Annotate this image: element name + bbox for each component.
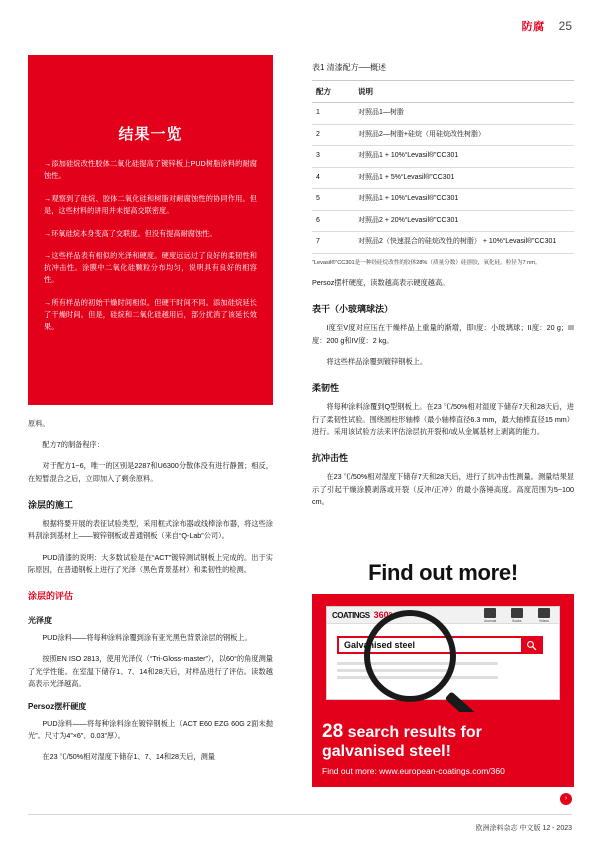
- nav-item-journals[interactable]: [480, 608, 500, 623]
- paragraph-materials: 原料。: [28, 419, 50, 428]
- cell-formula-number: 1: [312, 103, 354, 125]
- table-header-formula: 配方: [312, 81, 354, 103]
- left-text-column: [28, 418, 273, 772]
- grid-icon: [511, 608, 523, 618]
- heading-dry-time: 表干（小玻璃球法）: [312, 304, 394, 315]
- coatings-logo: COATINGS: [332, 610, 370, 620]
- page-header: [522, 18, 572, 34]
- browser-nav[interactable]: [480, 608, 554, 623]
- search-button[interactable]: [521, 638, 541, 652]
- paragraph-dry-2: 将这些样品涂覆到镀锌钢板上。: [326, 356, 428, 366]
- next-page-arrow-icon[interactable]: ›: [560, 793, 572, 805]
- paragraph-persoz-1: PUD涂料——将每种涂料涂在镀锌钢板上（ACT E60 EZG 60G 2面未抛光”。尺寸为4”×6”、0.03”厚）。: [28, 718, 273, 740]
- cell-formula-description: 对照品1 + 10%“Levasil®”CC301: [354, 146, 574, 168]
- promo-title: Find out more!: [368, 560, 518, 585]
- table-row: [312, 146, 574, 168]
- cell-formula-description: 对照品2（快速混合的硅烷改性的树脂） + 10%“Levasil®”CC301: [354, 232, 574, 254]
- results-bullet: →环氧硅烷本身变高了交联度。但没有提高耐腐蚀性。: [44, 228, 217, 238]
- paragraph-dry-1: I度至V度对应压在干燥样品上重量的渐增，即I度：小玻璃球；II度：20 g；III度：200 g和IV度：2 kg。: [312, 323, 574, 345]
- right-body-text: [312, 277, 574, 508]
- paragraph-persoz-2: 在23 ℃/50%相对湿度下储存1、7、14和28天后，测量: [42, 752, 215, 762]
- header-section-title: 防腐: [521, 21, 545, 33]
- paragraph-gloss-1: PUD涂料——将每种涂料涂覆到涂有亚光黑色背景涂层的钢板上。: [42, 633, 252, 643]
- heading-coating-application: 涂层的施工: [28, 499, 74, 510]
- heading-impact-resistance: 抗冲击性: [312, 453, 349, 464]
- paragraph-formula-difference: 对于配方1~6，唯一的区别是2287和U6300分散体没有进行静置；相反，在短暂混合之后，立即加入了剩余原料。: [28, 461, 273, 483]
- heading-flexibility: 柔韧性: [312, 383, 340, 394]
- heading-coating-evaluation: 涂层的评估: [28, 591, 74, 602]
- degrees-360-label: 360°: [373, 610, 393, 620]
- promo-result-text: search results for galvanised steel!: [322, 724, 482, 760]
- paragraph-application-2: PUD清漆的说明：大多数试验是在“ACT”镀锌测试钢板上完成的。出于实际原因，在普通钢板上进行了光泽（黑色背景基材）和柔韧性的检测。: [28, 552, 273, 574]
- paragraph-flexibility: 将每种涂料涂覆到Q型钢板上。在23 ℃/50%相对湿度下储存7天和28天后，进行了柔韧性试验。围绕圆柱形轴棒（最小轴棒直径6.3 mm，最大轴棒直径15 mm）进行。采用该试验方法来评估涂层抗开裂和/或从金属基材上剥离的能力。: [312, 402, 574, 436]
- cell-formula-number: 5: [312, 189, 354, 211]
- table-row: [312, 232, 574, 254]
- heading-gloss: 光泽度: [28, 616, 52, 626]
- promo-visual: [312, 594, 574, 712]
- cell-formula-number: 4: [312, 167, 354, 189]
- right-text-column: [312, 62, 574, 517]
- search-input[interactable]: Galvanised steel: [344, 640, 416, 650]
- results-bullet: →观察到了硅烷、胶体二氧化硅和树脂对耐腐蚀性的协同作用。但是，这些材料的讲用并未提高交联密度。: [44, 193, 257, 215]
- table-row: [312, 124, 574, 146]
- cell-formula-description: 对照品1—树脂: [354, 103, 574, 125]
- promo-result-count: [322, 721, 564, 761]
- browser-toolbar: [327, 607, 559, 624]
- cell-formula-number: 3: [312, 146, 354, 168]
- nav-item-videos[interactable]: [534, 608, 554, 623]
- page-number: 25: [558, 19, 572, 33]
- results-summary-box: [28, 55, 273, 405]
- paragraph-impact-resistance: 在23 ℃/50%相对湿度下储存7天和28天后，进行了抗冲击性测量。测量结果显示了引起干燥涂膜剥落或开裂（反冲/正冲）的最小落锤高度。高度范围为5~100 cm。: [312, 472, 574, 506]
- table-row: [312, 189, 574, 211]
- table-header-row: [312, 81, 574, 103]
- table-row: [312, 167, 574, 189]
- cell-formula-number: 7: [312, 232, 354, 254]
- search-icon: [526, 640, 537, 651]
- cell-formula-description: 对照品1 + 10%“Levasil®”CC301: [354, 189, 574, 211]
- promo-find-out-more-link[interactable]: Find out more: www.european-coatings.com/360: [322, 766, 505, 777]
- list-icon: [484, 608, 496, 618]
- table-footnote: “Levasil®”CC301是一种经硅烷改性的胶体28%（质量分数）硅溶胶，氧化硅，粒径为7 nm。: [312, 259, 541, 266]
- results-summary-title: 结果一览: [118, 126, 183, 143]
- paragraph-application-1: 根据将要开展的表征试验类型，采用框式涂布器或线棒涂布器，将这些涂料刮涂到基材上——镀锌钢板或普通钢板（来自“Q-Lab”公司）。: [28, 519, 273, 541]
- nav-item-books[interactable]: [507, 608, 527, 623]
- table-caption: 表1 清漆配方──概述: [312, 63, 387, 72]
- magnifier-icon: [364, 610, 456, 702]
- cell-formula-description: 对照品2—树脂+硅烷（用硅烷改性树脂）: [354, 124, 574, 146]
- paragraph-gloss-2: 按照EN ISO 2813，使用光泽仪（“Tri-Gloss-master”），以60°的角度测量了光学性能。在室温下储存1、7、14和28天后，对样品进行了评估。读数越高表示光泽越高。: [28, 654, 273, 688]
- results-bullet: →这些样品表有相似的光泽和硬度。硬度远远过了良好的柔韧性和抗冲击性。涂膜中二氧化硅颗粒分布均匀，说明具有良好的相容性。: [44, 251, 257, 285]
- cell-formula-description: 对照品2 + 20%“Levasil®”CC301: [354, 210, 574, 232]
- cell-formula-description: 对照品1 + 5%“Levasil®”CC301: [354, 167, 574, 189]
- footer-divider: [28, 814, 572, 815]
- table-row: [312, 210, 574, 232]
- promo-result-number: 28: [322, 721, 344, 742]
- promo-advertisement[interactable]: [312, 556, 574, 784]
- formulations-table: [312, 80, 574, 254]
- nav-label: Books: [512, 618, 522, 623]
- paragraph-persoz-note: Persoz摆杆硬度，读数越高表示硬度越高。: [312, 277, 450, 287]
- video-icon: [538, 608, 550, 618]
- nav-label: Journals: [483, 618, 497, 623]
- table-row: [312, 103, 574, 125]
- nav-label: Videos: [538, 618, 550, 623]
- paragraph-formula7-procedure: 配方7的制备程序：: [42, 440, 104, 450]
- cell-formula-number: 2: [312, 124, 354, 146]
- promo-footer: [312, 712, 574, 787]
- heading-persoz-hardness: Persoz摆杆硬度: [28, 702, 87, 711]
- table-header-description: 说明: [354, 81, 574, 103]
- results-bullet: →所有样品的初始干燥时间相似。但硬干时间不同。添加硅烷延长了干燥时间。但是，硅烷和二氧化硅越用后，部分扰消了该延长效果。: [44, 298, 257, 331]
- cell-formula-number: 6: [312, 210, 354, 232]
- results-bullet: →添加硅烷改性胶体二氧化硅提高了镀锌板上PUD树脂涂料的耐腐蚀性。: [44, 159, 257, 180]
- footer-publication-info: 欧洲涂料杂志 中文版 12 - 2023: [475, 825, 572, 832]
